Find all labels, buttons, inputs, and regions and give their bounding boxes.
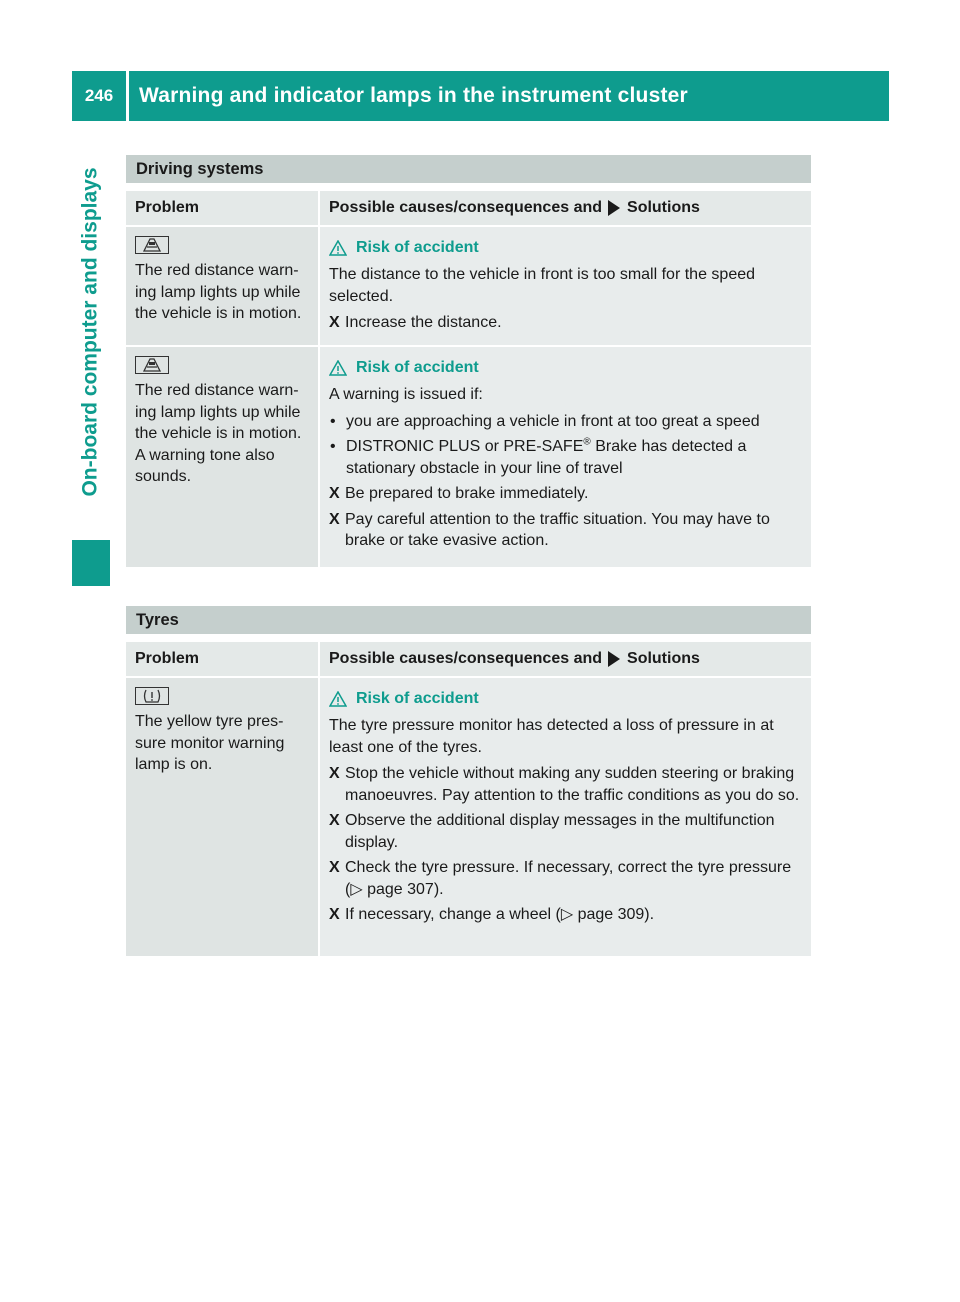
bullet-item: • you are approaching a vehicle in front at too great a speed	[329, 411, 805, 433]
warning-triangle-icon	[329, 240, 347, 256]
problem-text: The red distance warn-ing lamp lights up while the vehicle is in motion. A warning tone also sounds.	[135, 382, 302, 485]
step-marker-icon: X	[329, 812, 340, 829]
solution-step: X Increase the distance.	[329, 312, 805, 334]
step-marker-icon: X	[329, 765, 340, 782]
distance-warning-lamp-icon	[135, 236, 169, 254]
bullet-icon: •	[330, 438, 336, 455]
column-header-problem: Problem	[135, 650, 200, 667]
column-header-problem: Problem	[135, 199, 200, 216]
description-text: A warning is issued if:	[329, 386, 483, 403]
tyres-table	[126, 606, 811, 956]
header-divider	[126, 71, 129, 121]
table-row	[126, 676, 811, 956]
step-marker-icon: X	[329, 510, 340, 528]
bullet-item: • DISTRONIC PLUS or PRE-SAFE® Brake has detected a stationary obstacle in your line of travel	[329, 436, 805, 479]
problem-text: The red distance warn-ing lamp lights up while the vehicle is in motion.	[135, 262, 302, 322]
description-text: The tyre pressure monitor has detected a loss of pressure in at least one of the tyres.	[329, 717, 774, 756]
side-section-label: On-board computer and displays	[79, 167, 102, 497]
table-header	[126, 642, 811, 676]
page-title: Warning and indicator lamps in the instrument cluster	[139, 84, 688, 107]
solution-step: X Be prepared to brake immediately.	[329, 483, 805, 505]
solution-step: X If necessary, change a wheel (▷ page 309).	[329, 904, 805, 926]
table-row	[126, 345, 811, 567]
bullet-icon: •	[330, 412, 336, 430]
solution-step: X Pay careful attention to the traffic situation. You may have to brake or take evasive action.	[329, 509, 805, 552]
side-marker	[72, 540, 110, 586]
action-arrow-icon	[608, 651, 620, 667]
step-marker-icon: X	[329, 314, 340, 331]
driving-systems-table	[126, 155, 811, 567]
section-title: Tyres	[126, 606, 811, 634]
page-number: 246	[84, 86, 114, 105]
action-arrow-icon	[608, 200, 620, 216]
step-marker-icon: X	[329, 906, 340, 923]
column-header-causes: Possible causes/consequences and Solutions	[318, 642, 811, 676]
step-marker-icon: X	[329, 859, 340, 876]
solution-step: X Check the tyre pressure. If necessary, correct the tyre pressure (▷ page 307).	[329, 857, 805, 900]
risk-heading: Risk of accident	[329, 359, 805, 377]
step-marker-icon: X	[329, 485, 340, 502]
distance-warning-lamp-icon	[135, 356, 169, 374]
tyre-pressure-warning-icon	[135, 687, 169, 705]
table-header	[126, 191, 811, 225]
risk-heading: Risk of accident	[329, 239, 805, 257]
warning-triangle-icon	[329, 360, 347, 376]
warning-triangle-icon	[329, 691, 347, 707]
section-title: Driving systems	[126, 155, 811, 183]
solution-step: X Stop the vehicle without making any sudden steering or braking manoeuvres. Pay attention to the traffic conditions as you do so.	[329, 763, 805, 806]
table-row	[126, 225, 811, 345]
problem-text: The yellow tyre pres-sure monitor warning lamp is on.	[135, 713, 285, 773]
column-header-causes: Possible causes/consequences and Solutions	[318, 191, 811, 225]
solution-step: X Observe the additional display messages in the multifunction display.	[329, 810, 805, 853]
description-text: The distance to the vehicle in front is too small for the speed selected.	[329, 266, 756, 305]
risk-heading: Risk of accident	[329, 690, 805, 708]
